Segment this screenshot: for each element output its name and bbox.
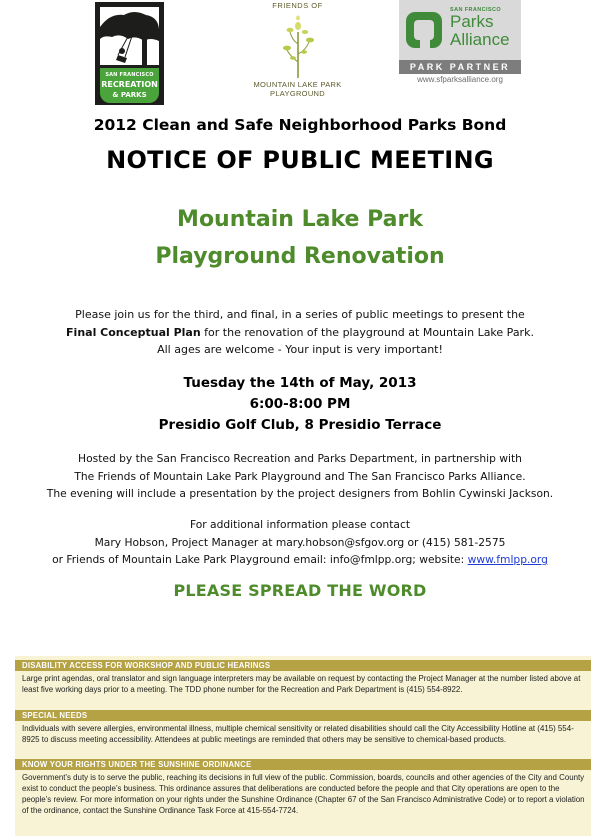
intro-line3: All ages are welcome - Your input is very important! xyxy=(157,343,443,356)
intro-line2 xyxy=(0,324,600,342)
spa-logo-sf: SAN FRANCISCO xyxy=(450,7,502,13)
meeting-date: Tuesday the 14th of May, 2013 xyxy=(183,375,417,391)
sf-parks-alliance-logo xyxy=(399,0,521,89)
rec-logo-line3: & PARKS xyxy=(112,91,147,99)
legal-notices xyxy=(15,656,591,836)
contact-paragraph xyxy=(0,516,600,569)
fmlp-logo-bottom2: PLAYGROUND xyxy=(270,89,325,98)
spa-logo-url: www.sfparksalliance.org xyxy=(417,75,503,84)
disability-heading: DISABILITY ACCESS FOR WORKSHOP AND PUBLIC HEARINGS xyxy=(15,660,591,671)
intro-line2-rest: for the renovation of the playground at Mountain Lake Park. xyxy=(200,325,534,339)
fmlp-logo-bottom1: MOUNTAIN LAKE PARK xyxy=(253,80,342,89)
hosted-line1: Hosted by the San Francisco Recreation and Parks Department, in partnership with xyxy=(78,452,522,465)
fmlp-logo-top: FRIENDS OF xyxy=(272,1,323,10)
contact-line1: For additional information please contact xyxy=(189,518,411,531)
bond-heading: 2012 Clean and Safe Neighborhood Parks Bond xyxy=(93,116,507,134)
project-title xyxy=(0,201,600,275)
notice-heading: NOTICE OF PUBLIC MEETING xyxy=(106,146,494,174)
hosted-paragraph xyxy=(0,450,600,503)
spa-logo-band: PARK PARTNER xyxy=(399,60,521,74)
contact-line3-prefix: or Friends of Mountain Lake Park Playground email: info@fmlpp.org; website: xyxy=(52,553,468,566)
hosted-line2: The Friends of Mountain Lake Park Playground and The San Francisco Parks Alliance. xyxy=(74,469,526,483)
meeting-time: 6:00-8:00 PM xyxy=(249,396,351,412)
special-needs-body: Individuals with severe allergies, environmental illness, multiple chemical sensitivity or related disabilities should call the City Accessibility Hotline at (415) 554-8925 to discuss meeting accessibility. Attendees at public meetings are reminded that others may be sensitive to chemical-based products. xyxy=(22,724,574,744)
sapling-icon xyxy=(279,12,317,78)
contact-line2: Mary Hobson, Project Manager at mary.hobson@sfgov.org or (415) 581-2575 xyxy=(94,535,506,549)
rec-logo-line2: RECREATION xyxy=(101,80,158,89)
sunshine-heading: KNOW YOUR RIGHTS UNDER THE SUNSHINE ORDINANCE xyxy=(15,759,591,770)
disability-body: Large print agendas, oral translator and sign language interpreters may be available on request by contacting the Project Manager at the number listed above at least five working days prior to a meeting. The TDD phone number for the Recreation and Park Department is (415) 554-8922. xyxy=(22,674,581,694)
website-link[interactable]: www.fmlpp.org xyxy=(467,553,548,566)
spread-the-word: PLEASE SPREAD THE WORD xyxy=(173,581,427,600)
parks-alliance-mark-icon xyxy=(406,12,442,48)
intro-paragraph xyxy=(0,306,600,359)
project-title-line2: Playground Renovation xyxy=(155,244,445,269)
project-title-line1: Mountain Lake Park xyxy=(177,207,423,232)
friends-mlp-logo xyxy=(245,0,350,103)
spa-logo-word1: Parks xyxy=(450,12,494,31)
sf-rec-parks-logo xyxy=(95,2,164,105)
sunshine-body: Government’s duty is to serve the public, reaching its decisions in full view of the public. Commission, boards, councils and other agencies of the City and County exist to conduct the people’s business. This ordinance assures that deliberations are conducted before the people and that City operations are open to the people’s review. For more information on your rights under the Sunshine Ordinance (Chapter 67 of the San Francisco Administrative Code) or to report a violation of the ordinance, contact the Sunshine Ordinance Task Force at 415-554-7724. xyxy=(22,773,585,815)
intro-line1: Please join us for the third, and final, in a series of public meetings to present the xyxy=(75,308,525,321)
contact-line3 xyxy=(0,551,600,569)
spa-logo-word2: Alliance xyxy=(450,30,510,49)
special-needs-heading: SPECIAL NEEDS xyxy=(15,710,591,721)
tree-swing-icon xyxy=(100,7,159,71)
hosted-line3: The evening will include a presentation by the project designers from Bohlin Cywinski Jackson. xyxy=(46,487,554,500)
meeting-details xyxy=(0,373,600,436)
rec-logo-line1: SAN FRANCISCO xyxy=(105,72,154,78)
meeting-location: Presidio Golf Club, 8 Presidio Terrace xyxy=(158,417,442,433)
final-plan-emphasis: Final Conceptual Plan xyxy=(66,325,201,339)
